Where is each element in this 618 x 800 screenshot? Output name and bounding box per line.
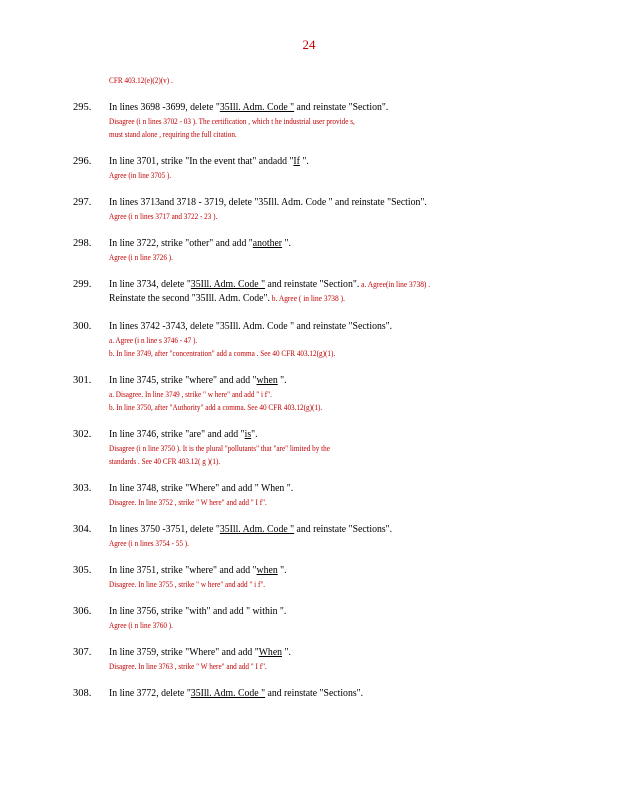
instruction-pre: In line 3745, strike "where" and add "	[109, 375, 257, 386]
item-number: 301.	[73, 375, 92, 386]
item-number: 303.	[73, 483, 92, 494]
item-body	[109, 101, 539, 141]
page-number: 24	[302, 37, 316, 52]
list-item	[73, 374, 553, 414]
response-text: Agree (i n lines 3754 - 55 ).	[109, 539, 189, 548]
instruction-post: and reinstate "Section".	[265, 279, 360, 290]
item-number: 302.	[73, 429, 92, 440]
response-inline: a. Agree(in line 3738) .	[359, 280, 431, 289]
instruction-pre: In line 3734, delete "	[109, 279, 191, 290]
instruction-pre: In line 3701, strike "In the event that" andadd "	[109, 156, 294, 167]
item-body	[109, 605, 539, 632]
item-body	[109, 428, 539, 468]
response-text: Agree (i n lines 3717 and 3722 - 23 ).	[109, 212, 218, 221]
item-body	[109, 564, 539, 591]
list-item	[73, 646, 553, 673]
list-item	[73, 320, 553, 360]
instruction-pre: In lines 3713and 3718 - 3719, delete "35Ill. Adm. Code " and reinstate "Section".	[109, 197, 427, 208]
instruction-text	[109, 687, 509, 701]
instruction-underlined: is	[244, 429, 252, 440]
instruction-text	[109, 101, 509, 115]
instruction-pre: In line 3746, strike "are" and add "	[109, 429, 245, 440]
instruction-pre: In line 3772, delete "	[109, 688, 191, 699]
instruction-text	[109, 196, 509, 210]
instruction-underlined: another	[252, 238, 283, 249]
instruction-text	[109, 523, 509, 537]
instruction-post: ".	[282, 238, 291, 249]
response-text: Disagree. In line 3752 , strike " W here" and add " I f".	[109, 498, 267, 507]
instruction-post: and reinstate "Section".	[294, 102, 389, 113]
list-item	[73, 101, 553, 141]
item-number: 305.	[73, 565, 92, 576]
instruction-text	[109, 320, 509, 334]
instruction-post: and reinstate "Sections".	[294, 524, 393, 535]
response-text: must stand alone , requiring the full citation.	[109, 130, 237, 139]
list-item	[73, 523, 553, 550]
response-text: Agree (i n line 3760 ).	[109, 621, 173, 630]
instruction-underlined: 35Ill. Adm. Code "	[219, 524, 295, 535]
instruction-underlined: 35Ill. Adm. Code "	[190, 688, 266, 699]
item-number: 299.	[73, 279, 92, 290]
instruction-underlined: 35Ill. Adm. Code "	[219, 102, 295, 113]
item-number: 296.	[73, 156, 92, 167]
item-body	[109, 320, 539, 360]
instruction-post: ".	[277, 565, 287, 576]
list-item	[73, 564, 553, 591]
item-number: 295.	[73, 102, 92, 113]
response-text: a. Agree (i n line s 3746 - 47 ).	[109, 336, 198, 345]
list-item	[73, 482, 553, 509]
item-body	[109, 278, 539, 306]
instruction-text	[109, 564, 509, 578]
response-text: Agree (in line 3705 ).	[109, 171, 172, 180]
response-text: Disagree. In line 3763 , strike " W here" and add " I f".	[109, 662, 267, 671]
item-number: 307.	[73, 647, 92, 658]
response-text: Disagree. In line 3755 , strike " w here" and add " i f".	[109, 580, 266, 589]
instruction-text	[109, 428, 509, 442]
response-text: a. Disagree. In line 3749 , strike " w here" and add " i f".	[109, 390, 272, 399]
item-body	[109, 196, 539, 223]
response-inline: b. Agree ( in line 3738 ).	[269, 294, 345, 303]
instruction-pre: In line 3751, strike "where" and add "	[109, 565, 257, 576]
instruction-post: ".	[299, 156, 309, 167]
instruction-pre: In line 3756, strike "with" and add " within ".	[109, 606, 287, 617]
list-item	[73, 428, 553, 468]
instruction-pre: In lines 3698 -3699, delete "	[109, 102, 220, 113]
instruction-underlined: when	[256, 565, 278, 576]
instruction-post: ".	[277, 375, 287, 386]
instruction-post: ".	[251, 429, 258, 440]
item-number: 306.	[73, 606, 92, 617]
item-body	[109, 523, 539, 550]
entries-list	[73, 101, 553, 715]
list-item	[73, 605, 553, 632]
instruction-underlined: when	[256, 375, 278, 386]
instruction-text	[109, 646, 509, 660]
item-body	[109, 646, 539, 673]
item-number: 304.	[73, 524, 92, 535]
instruction-text	[109, 237, 509, 251]
instruction-text	[109, 374, 509, 388]
instruction-text	[109, 155, 509, 169]
response-text: Agree (i n line 3726 ).	[109, 253, 173, 262]
item-number: 300.	[73, 321, 92, 332]
list-item	[73, 278, 553, 306]
instruction-pre: In lines 3750 -3751, delete "	[109, 524, 220, 535]
instruction-underlined: 35Ill. Adm. Code "	[190, 279, 266, 290]
instruction-pre: In line 3759, strike "Where" and add "	[109, 647, 259, 658]
list-item	[73, 155, 553, 182]
item-body	[109, 687, 539, 701]
instruction-underlined: If	[293, 156, 300, 167]
item-number: 298.	[73, 238, 92, 249]
instruction-underlined: When	[258, 647, 283, 658]
item-body	[109, 237, 539, 264]
response-text: Disagree (i n lines 3702 - 03 ). The certification , which t he industrial user provide s,	[109, 117, 355, 126]
response-text: Disagree (i n line 3750 ). It is the plural "pollutants" that "are" limited by the	[109, 444, 330, 453]
item-body	[109, 155, 539, 182]
response-text: b. In line 3750, after "Authority" add a comma. See 40 CFR 403.12(g)(1).	[109, 403, 323, 412]
instruction-pre: In line 3722, strike "other" and add "	[109, 238, 253, 249]
instruction-post: and reinstate "Sections".	[265, 688, 364, 699]
item-number: 308.	[73, 688, 92, 699]
instruction-text	[109, 605, 509, 619]
instruction-pre: In lines 3742 -3743, delete "35Ill. Adm. Code " and reinstate "Sections".	[109, 321, 393, 332]
list-item	[73, 687, 553, 701]
instruction-post: ".	[282, 647, 291, 658]
response-text: standards . See 40 CFR 403.12( g )(1).	[109, 457, 221, 466]
instruction-text	[109, 278, 509, 292]
list-item	[73, 237, 553, 264]
item-body	[109, 374, 539, 414]
response-text: b. In line 3749, after "concentration" add a comma . See 40 CFR 403.12(g)(1).	[109, 349, 336, 358]
instruction-text	[109, 482, 509, 496]
instruction-pre: In line 3748, strike "Where" and add " When ".	[109, 483, 294, 494]
instruction-text-line2	[109, 292, 509, 306]
list-item	[73, 196, 553, 223]
instruction-line2: Reinstate the second "35Ill. Adm. Code".	[109, 293, 270, 304]
lead-note: CFR 403.12(e)(2)(v) .	[109, 75, 173, 85]
item-number: 297.	[73, 197, 92, 208]
item-body	[109, 482, 539, 509]
